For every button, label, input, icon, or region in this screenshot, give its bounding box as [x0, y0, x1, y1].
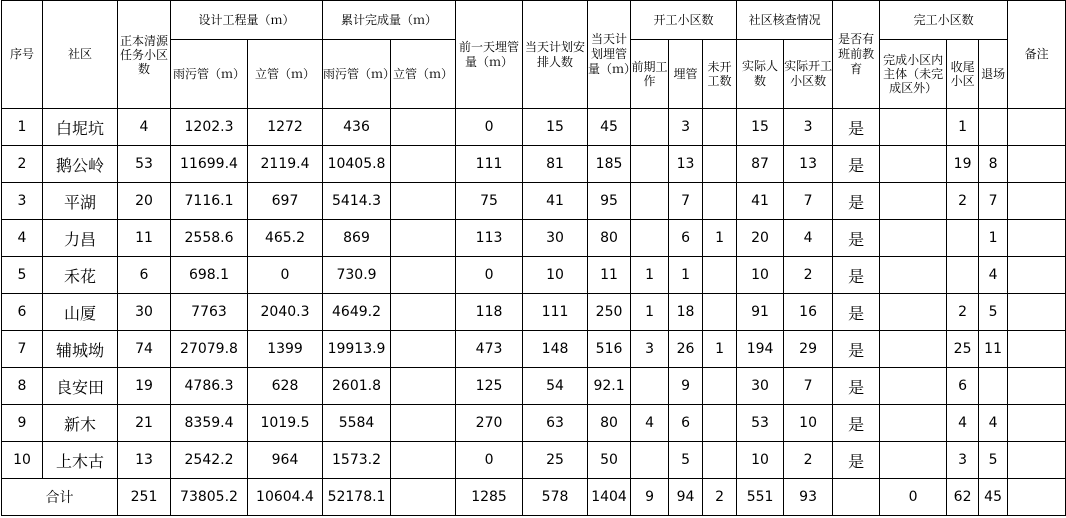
table-row — [2, 146, 1066, 183]
table-row — [2, 109, 1066, 146]
cell-open-not — [703, 257, 737, 294]
cell-edu: 是 — [833, 294, 880, 331]
cell-cum-rain: 869 — [323, 220, 391, 257]
cell-seq: 1 — [2, 109, 43, 146]
cell-open-bury: 13 — [669, 146, 703, 183]
cell-today-pipe: 45 — [588, 109, 631, 146]
cell-done-main — [880, 183, 947, 220]
cell-today-people: 54 — [523, 368, 588, 405]
cell-tasks: 13 — [118, 442, 171, 479]
cell-done-main — [880, 257, 947, 294]
cell-check-people: 20 — [737, 220, 784, 257]
cell-remark — [1008, 331, 1066, 368]
cell-done-exit: 7 — [979, 183, 1008, 220]
cell-check-open: 16 — [784, 294, 833, 331]
header-done-main: 完成小区内主体（未完成区外） — [880, 40, 947, 109]
total-cum-riser — [391, 479, 456, 516]
header-remark: 备注 — [1008, 1, 1066, 109]
cell-prev-day: 0 — [456, 109, 523, 146]
cell-open-bury: 6 — [669, 220, 703, 257]
table-row — [2, 183, 1066, 220]
total-notopen: 2 — [703, 479, 737, 516]
header-design-rain: 雨污管（ｍ） — [171, 40, 248, 109]
cell-open-prep — [631, 220, 669, 257]
cell-design-riser: 0 — [248, 257, 323, 294]
table-row — [2, 220, 1066, 257]
cell-today-pipe: 516 — [588, 331, 631, 368]
cell-community: 山厦 — [43, 294, 118, 331]
cell-design-riser: 964 — [248, 442, 323, 479]
cell-done-tail: 1 — [947, 109, 979, 146]
cell-check-people: 91 — [737, 294, 784, 331]
cell-cum-rain: 10405.8 — [323, 146, 391, 183]
cell-cum-rain: 1573.2 — [323, 442, 391, 479]
cell-today-people: 25 — [523, 442, 588, 479]
cell-prev-day: 0 — [456, 257, 523, 294]
cell-prev-day: 473 — [456, 331, 523, 368]
cell-cum-riser — [391, 146, 456, 183]
construction-progress-table — [1, 0, 1066, 516]
cell-edu: 是 — [833, 146, 880, 183]
cell-design-rain: 4786.3 — [171, 368, 248, 405]
cell-seq: 2 — [2, 146, 43, 183]
cell-open-not — [703, 146, 737, 183]
cell-today-pipe: 80 — [588, 405, 631, 442]
table-row — [2, 294, 1066, 331]
cell-edu: 是 — [833, 183, 880, 220]
cell-remark — [1008, 257, 1066, 294]
header-done-exit: 退场 — [979, 40, 1008, 109]
header-done-group: 完工小区数 — [880, 1, 1008, 40]
cell-cum-rain: 2601.8 — [323, 368, 391, 405]
header-open-prep: 前期工作 — [631, 40, 669, 109]
header-today-people: 当天计划安排人数 — [523, 1, 588, 109]
cell-design-rain: 1202.3 — [171, 109, 248, 146]
header-open-not: 未开工数 — [703, 40, 737, 109]
header-community: 社区 — [43, 1, 118, 109]
cell-seq: 10 — [2, 442, 43, 479]
total-tasks: 251 — [118, 479, 171, 516]
cell-tasks: 4 — [118, 109, 171, 146]
cell-check-open: 7 — [784, 183, 833, 220]
header-done-tail: 收尾小区 — [947, 40, 979, 109]
total-tail: 62 — [947, 479, 979, 516]
cell-open-not — [703, 442, 737, 479]
cell-edu: 是 — [833, 442, 880, 479]
cell-design-rain: 2558.6 — [171, 220, 248, 257]
header-cum-riser: 立管（ｍ） — [391, 40, 456, 109]
cell-today-pipe: 11 — [588, 257, 631, 294]
cell-tasks: 20 — [118, 183, 171, 220]
cell-remark — [1008, 146, 1066, 183]
cell-done-tail: 19 — [947, 146, 979, 183]
cell-today-people: 41 — [523, 183, 588, 220]
cell-open-bury: 6 — [669, 405, 703, 442]
cell-design-rain: 2542.2 — [171, 442, 248, 479]
cell-check-people: 194 — [737, 331, 784, 368]
cell-seq: 5 — [2, 257, 43, 294]
cell-done-tail — [947, 220, 979, 257]
cell-tasks: 53 — [118, 146, 171, 183]
cell-check-people: 30 — [737, 368, 784, 405]
cell-open-not — [703, 368, 737, 405]
cell-open-prep — [631, 368, 669, 405]
cell-cum-riser — [391, 109, 456, 146]
cell-check-open: 2 — [784, 257, 833, 294]
header-seq: 序号 — [2, 1, 43, 109]
cell-prev-day: 111 — [456, 146, 523, 183]
cell-check-people: 87 — [737, 146, 784, 183]
cell-today-pipe: 50 — [588, 442, 631, 479]
cell-done-main — [880, 442, 947, 479]
cell-today-people: 15 — [523, 109, 588, 146]
cell-today-people: 81 — [523, 146, 588, 183]
cell-tasks: 74 — [118, 331, 171, 368]
cell-done-tail: 2 — [947, 183, 979, 220]
cell-open-bury: 9 — [669, 368, 703, 405]
cell-cum-rain: 19913.9 — [323, 331, 391, 368]
cell-open-bury: 18 — [669, 294, 703, 331]
cell-open-not: 1 — [703, 331, 737, 368]
table-row — [2, 442, 1066, 479]
cell-done-main — [880, 109, 947, 146]
cell-community: 新木 — [43, 405, 118, 442]
cell-cum-riser — [391, 368, 456, 405]
cell-design-rain: 27079.8 — [171, 331, 248, 368]
cell-done-main — [880, 405, 947, 442]
cell-cum-rain: 5584 — [323, 405, 391, 442]
cell-tasks: 30 — [118, 294, 171, 331]
cell-cum-rain: 436 — [323, 109, 391, 146]
cell-prev-day: 270 — [456, 405, 523, 442]
cell-open-bury: 1 — [669, 257, 703, 294]
cell-open-prep — [631, 146, 669, 183]
header-open-bury: 埋管 — [669, 40, 703, 109]
cell-check-open: 7 — [784, 368, 833, 405]
cell-community: 力昌 — [43, 220, 118, 257]
cell-today-people: 111 — [523, 294, 588, 331]
cell-open-not — [703, 183, 737, 220]
header-edu: 是否有班前教育 — [833, 1, 880, 109]
cell-open-prep: 1 — [631, 294, 669, 331]
cell-design-rain: 698.1 — [171, 257, 248, 294]
cell-prev-day: 0 — [456, 442, 523, 479]
total-edu — [833, 479, 880, 516]
cell-remark — [1008, 294, 1066, 331]
cell-edu: 是 — [833, 257, 880, 294]
cell-done-tail: 6 — [947, 368, 979, 405]
cell-tasks: 6 — [118, 257, 171, 294]
cell-cum-riser — [391, 442, 456, 479]
cell-open-bury: 7 — [669, 183, 703, 220]
cell-cum-riser — [391, 331, 456, 368]
cell-check-people: 53 — [737, 405, 784, 442]
cell-open-bury: 5 — [669, 442, 703, 479]
cell-done-exit: 5 — [979, 442, 1008, 479]
header-cumulative-group: 累计完成量（ｍ） — [323, 1, 456, 40]
cell-done-main — [880, 146, 947, 183]
cell-remark — [1008, 183, 1066, 220]
cell-seq: 8 — [2, 368, 43, 405]
cell-design-riser: 2040.3 — [248, 294, 323, 331]
table-body — [2, 109, 1066, 516]
cell-seq: 7 — [2, 331, 43, 368]
cell-today-people: 10 — [523, 257, 588, 294]
cell-today-people: 63 — [523, 405, 588, 442]
cell-remark — [1008, 442, 1066, 479]
cell-done-exit — [979, 368, 1008, 405]
header-check-group: 社区核查情况 — [737, 1, 833, 40]
cell-design-riser: 697 — [248, 183, 323, 220]
total-act-open: 93 — [784, 479, 833, 516]
cell-remark — [1008, 109, 1066, 146]
cell-today-pipe: 250 — [588, 294, 631, 331]
cell-prev-day: 125 — [456, 368, 523, 405]
header-open-group: 开工小区数 — [631, 1, 737, 40]
cell-community: 鹅公岭 — [43, 146, 118, 183]
cell-edu: 是 — [833, 331, 880, 368]
total-bury: 94 — [669, 479, 703, 516]
cell-edu: 是 — [833, 109, 880, 146]
cell-design-riser: 465.2 — [248, 220, 323, 257]
cell-design-riser: 1399 — [248, 331, 323, 368]
cell-done-main — [880, 368, 947, 405]
cell-design-riser: 2119.4 — [248, 146, 323, 183]
total-act-people: 551 — [737, 479, 784, 516]
header-check-people: 实际人数 — [737, 40, 784, 109]
cell-check-people: 10 — [737, 442, 784, 479]
cell-open-prep — [631, 109, 669, 146]
cell-seq: 3 — [2, 183, 43, 220]
cell-cum-rain: 5414.3 — [323, 183, 391, 220]
header-prev-day: 前一天埋管量（ｍ） — [456, 1, 523, 109]
cell-cum-riser — [391, 183, 456, 220]
cell-prev-day: 113 — [456, 220, 523, 257]
cell-open-bury: 3 — [669, 109, 703, 146]
cell-community: 良安田 — [43, 368, 118, 405]
cell-open-not — [703, 294, 737, 331]
total-remark — [1008, 479, 1066, 516]
cell-tasks: 11 — [118, 220, 171, 257]
cell-cum-riser — [391, 257, 456, 294]
cell-done-exit: 4 — [979, 257, 1008, 294]
cell-community: 白坭坑 — [43, 109, 118, 146]
cell-done-main — [880, 220, 947, 257]
cell-cum-rain: 4649.2 — [323, 294, 391, 331]
cell-seq: 6 — [2, 294, 43, 331]
cell-done-tail: 3 — [947, 442, 979, 479]
table-row — [2, 257, 1066, 294]
cell-check-people: 15 — [737, 109, 784, 146]
header-check-open: 实际开工小区数 — [784, 40, 833, 109]
cell-today-people: 30 — [523, 220, 588, 257]
cell-edu: 是 — [833, 220, 880, 257]
cell-today-pipe: 92.1 — [588, 368, 631, 405]
total-design-riser: 10604.4 — [248, 479, 323, 516]
cell-open-prep: 3 — [631, 331, 669, 368]
cell-open-prep: 4 — [631, 405, 669, 442]
cell-today-pipe: 185 — [588, 146, 631, 183]
cell-done-exit: 8 — [979, 146, 1008, 183]
cell-check-open: 3 — [784, 109, 833, 146]
cell-seq: 9 — [2, 405, 43, 442]
cell-remark — [1008, 220, 1066, 257]
cell-open-prep — [631, 183, 669, 220]
cell-remark — [1008, 405, 1066, 442]
total-pipe: 1404 — [588, 479, 631, 516]
table-row — [2, 405, 1066, 442]
cell-remark — [1008, 368, 1066, 405]
cell-today-people: 148 — [523, 331, 588, 368]
total-prev: 1285 — [456, 479, 523, 516]
cell-done-main — [880, 331, 947, 368]
total-cum-rain: 52178.1 — [323, 479, 391, 516]
cell-open-prep — [631, 442, 669, 479]
table-row — [2, 331, 1066, 368]
cell-tasks: 21 — [118, 405, 171, 442]
cell-design-riser: 1019.5 — [248, 405, 323, 442]
cell-tasks: 19 — [118, 368, 171, 405]
cell-design-rain: 7763 — [171, 294, 248, 331]
cell-check-people: 10 — [737, 257, 784, 294]
total-row — [2, 479, 1066, 516]
cell-check-open: 29 — [784, 331, 833, 368]
cell-done-exit: 5 — [979, 294, 1008, 331]
total-design-rain: 73805.2 — [171, 479, 248, 516]
cell-community: 平湖 — [43, 183, 118, 220]
total-label: 合计 — [2, 479, 118, 516]
header-today-pipe: 当天计划埋管量（ｍ） — [588, 1, 631, 109]
cell-community: 上木古 — [43, 442, 118, 479]
cell-open-not — [703, 109, 737, 146]
total-exit: 45 — [979, 479, 1008, 516]
cell-community: 辅城坳 — [43, 331, 118, 368]
cell-done-main — [880, 294, 947, 331]
cell-design-rain: 7116.1 — [171, 183, 248, 220]
cell-open-not: 1 — [703, 220, 737, 257]
cell-check-open: 4 — [784, 220, 833, 257]
cell-done-exit: 11 — [979, 331, 1008, 368]
cell-prev-day: 75 — [456, 183, 523, 220]
cell-check-open: 13 — [784, 146, 833, 183]
cell-design-rain: 8359.4 — [171, 405, 248, 442]
total-prep: 9 — [631, 479, 669, 516]
cell-today-pipe: 95 — [588, 183, 631, 220]
cell-open-not — [703, 405, 737, 442]
cell-done-exit: 4 — [979, 405, 1008, 442]
cell-community: 禾花 — [43, 257, 118, 294]
cell-check-people: 41 — [737, 183, 784, 220]
cell-done-tail: 25 — [947, 331, 979, 368]
cell-design-riser: 1272 — [248, 109, 323, 146]
cell-done-tail: 4 — [947, 405, 979, 442]
cell-cum-riser — [391, 294, 456, 331]
total-people: 578 — [523, 479, 588, 516]
cell-seq: 4 — [2, 220, 43, 257]
header-design-group: 设计工程量（ｍ） — [171, 1, 323, 40]
cell-cum-rain: 730.9 — [323, 257, 391, 294]
cell-edu: 是 — [833, 368, 880, 405]
cell-check-open: 2 — [784, 442, 833, 479]
cell-design-rain: 11699.4 — [171, 146, 248, 183]
cell-done-tail — [947, 257, 979, 294]
cell-design-riser: 628 — [248, 368, 323, 405]
total-main: 0 — [880, 479, 947, 516]
cell-cum-riser — [391, 405, 456, 442]
table-row — [2, 368, 1066, 405]
cell-open-bury: 26 — [669, 331, 703, 368]
cell-prev-day: 118 — [456, 294, 523, 331]
cell-done-exit: 1 — [979, 220, 1008, 257]
cell-open-prep: 1 — [631, 257, 669, 294]
cell-today-pipe: 80 — [588, 220, 631, 257]
cell-cum-riser — [391, 220, 456, 257]
cell-done-exit — [979, 109, 1008, 146]
cell-done-tail: 2 — [947, 294, 979, 331]
cell-check-open: 10 — [784, 405, 833, 442]
header-task-count: 正本清源任务小区数 — [118, 1, 171, 109]
cell-edu: 是 — [833, 405, 880, 442]
header-cum-rain: 雨污管（ｍ） — [323, 40, 391, 109]
header-design-riser: 立管（ｍ） — [248, 40, 323, 109]
